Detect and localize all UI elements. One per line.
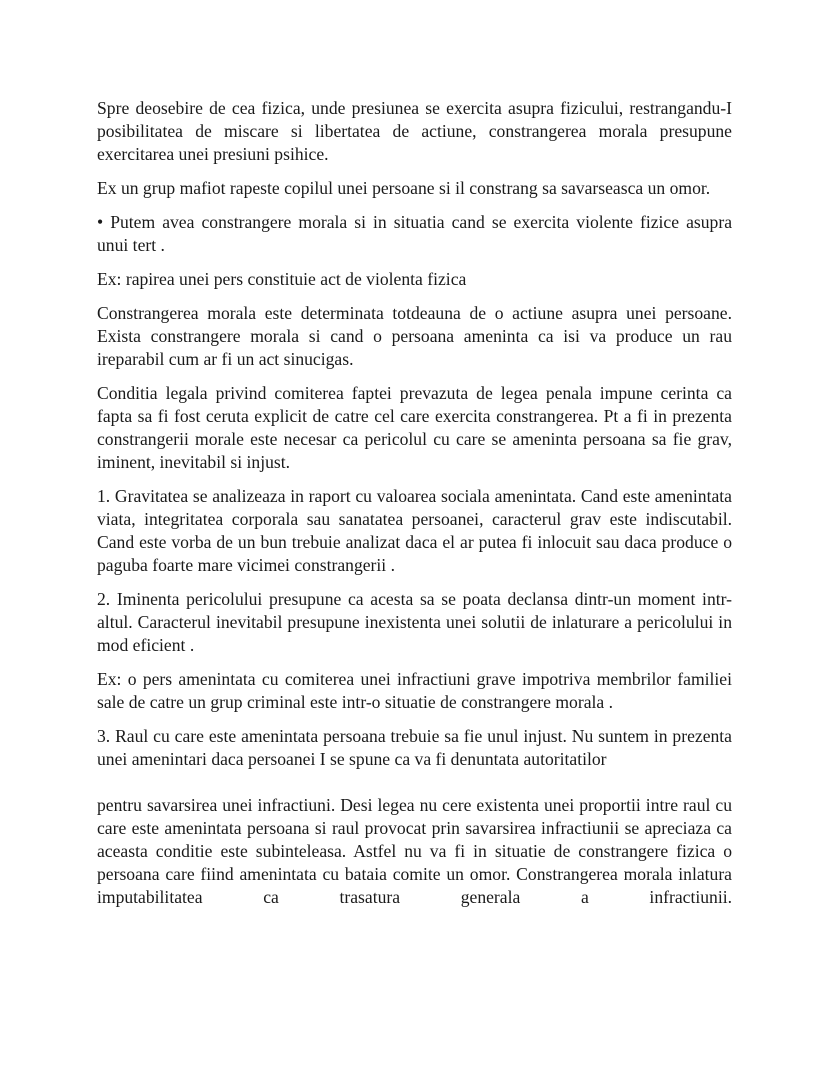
paragraph-example-criminal-group: Ex: o pers amenintata cu comiterea unei infractiuni grave impotriva membrilor familiei sale de catre un grup criminal este intr-o situatie de constrangere morala . bbox=[97, 669, 732, 712]
paragraph-moral-coercion-definition: Spre deosebire de cea fizica, unde presiunea se exercita asupra fizicului, restrangandu-I posibilitatea de miscare si libertatea de actiune, constrangerea morala presupune exercitarea unei presiuni psihice. bbox=[97, 98, 732, 164]
paragraph-point-2-imminence: 2. Iminenta pericolului presupune ca acesta sa se poata declansa dintr-un moment intr- altul. Caracterul inevitabil presupune inexistenta unei solutii de inlaturare a pericolului in mod eficient . bbox=[97, 589, 732, 655]
paragraph-point-1-gravity: 1. Gravitatea se analizeaza in raport cu valoarea sociala amenintata. Cand este amenintata viata, integritatea corporala sau sanatatea persoanei, caracterul grav este indiscutabil. Cand este vorba de un bun trebuie analizat daca el ar putea fi inlocuit sau daca produce o paguba foarte mare vicimei constrangerii . bbox=[97, 486, 732, 575]
paragraph-action-on-person: Constrangerea morala este determinata totdeauna de o actiune asupra unei persoane. Exista constrangere morala si cand o persoana ameninta ca isi va produce un rau ireparabil cum ar fi un act sinucigas. bbox=[97, 303, 732, 369]
paragraph-proportionality: pentru savarsirea unei infractiuni. Desi legea nu cere existenta unei proportii intre raul cu care este amenintata persoana si raul provocat prin savarsirea infractiunii se apreciaza ca aceasta conditie este subinteleasa. Astfel nu va fi in situatie de constrangere fizica o persoana care fiind amenintata cu bataia comite un omor. Constrangerea morala inlatura imputabilitatea ca trasatura generala a infractiunii. bbox=[97, 795, 732, 907]
paragraph-example-kidnapping: Ex: rapirea unei pers constituie act de violenta fizica bbox=[97, 269, 467, 289]
paragraph-legal-condition: Conditia legala privind comiterea faptei prevazuta de legea penala impune cerinta ca fapta sa fi fost ceruta explicit de catre cel care exercita constrangerea. Pt a fi in prezenta constrangerii morale este necesar ca pericolul cu care se ameninta persoana sa fie grav, iminent, inevitabil si injust. bbox=[97, 383, 732, 472]
document-page bbox=[97, 97, 732, 920]
paragraph-point-3-injustice: 3. Raul cu care este amenintata persoana trebuie sa fie unul injust. Nu suntem in prezenta unei amenintari daca persoanei I se spune ca va fi denuntata autoritatilor bbox=[97, 726, 732, 769]
paragraph-bullet-third-party: • Putem avea constrangere morala si in situatia cand se exercita violente fizice asupra unui tert . bbox=[97, 212, 732, 255]
paragraph-example-mafia: Ex un grup mafiot rapeste copilul unei persoane si il constrang sa savarseasca un omor. bbox=[97, 178, 711, 198]
